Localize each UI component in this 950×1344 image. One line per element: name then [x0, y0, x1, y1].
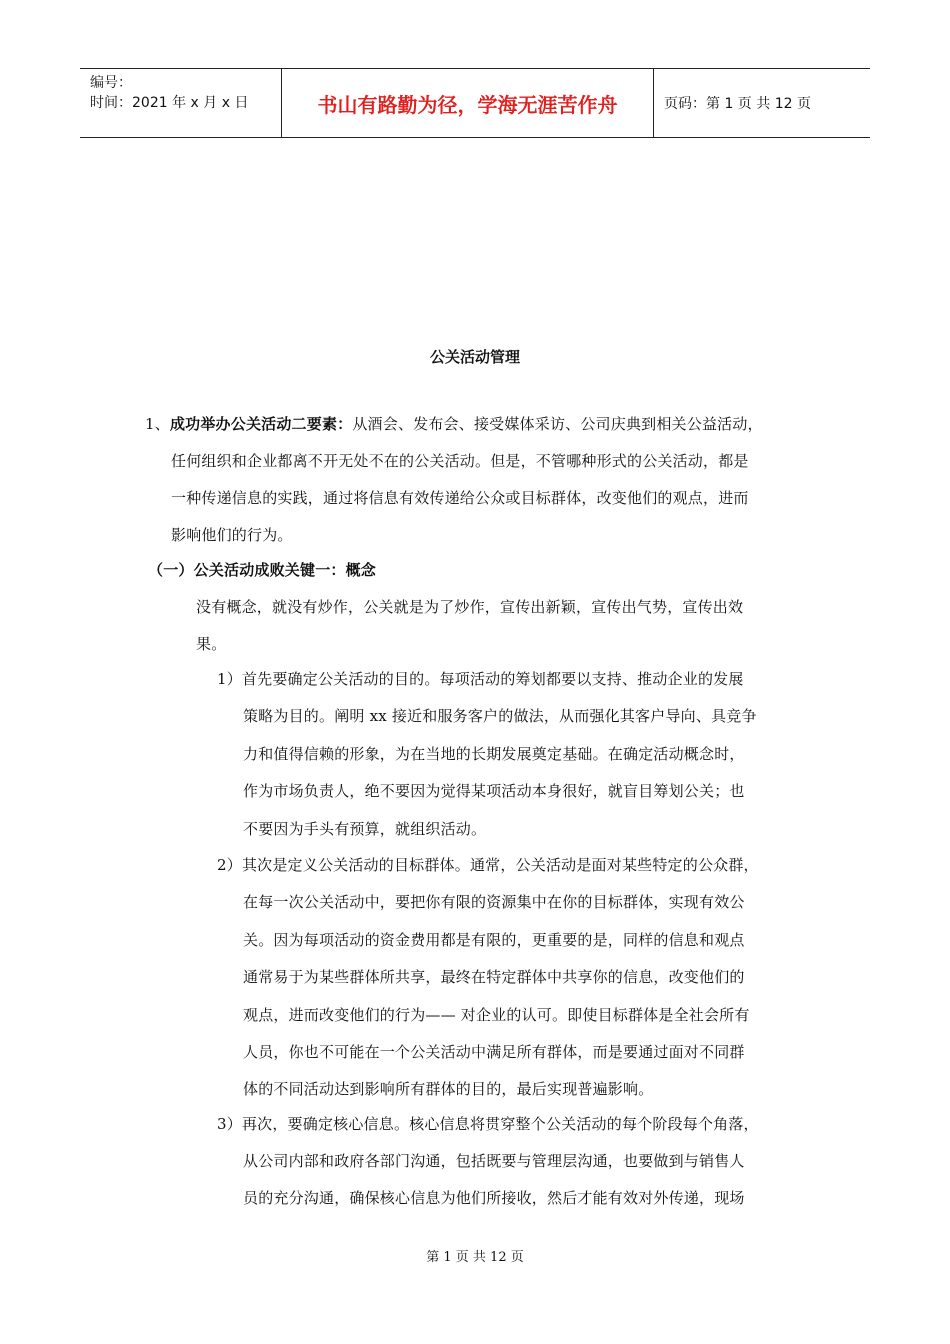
section1-line3: 一种传递信息的实践，通过将信息有效传递给公众或目标群体，改变他们的观点，进而 [171, 489, 749, 507]
header-motto: 书山有路勤为径，学海无涯苦作舟 [281, 69, 654, 137]
point1-line3: 力和值得信赖的形象，为在当地的长期发展奠定基础。在确定活动概念时， [243, 745, 745, 763]
document-header [80, 68, 870, 138]
point2-line1: 2）其次是定义公关活动的目标群体。通常，公关活动是面对某些特定的公众群， [217, 856, 759, 874]
header-meta [80, 69, 281, 137]
date-label: 时间：2021 年 x 月 x 日 [90, 95, 249, 111]
section1-heading: 成功举办公关活动二要素： [169, 415, 353, 433]
point2-line2: 在每一次公关活动中，要把你有限的资源集中在你的目标群体，实现有效公 [243, 893, 745, 911]
point2-line7: 体的不同活动达到影响所有群体的目的，最后实现普遍影响。 [243, 1080, 654, 1098]
point1-line5: 不要因为手头有预算，就组织活动。 [243, 820, 487, 838]
point2-line5: 观点，进而改变他们的行为—— 对企业的认可。即使目标群体是全社会所有 [243, 1006, 750, 1024]
section1-first-line [145, 406, 763, 443]
point1-line2: 策略为目的。阐明 xx 接近和服务客户的做法，从而强化其客户导向、具竞争 [243, 707, 757, 725]
point2-line6: 人员，你也不可能在一个公关活动中满足所有群体，而是要通过面对不同群 [243, 1043, 745, 1061]
document-title: 公关活动管理 [429, 348, 520, 366]
sub1-intro-line2: 果。 [196, 635, 227, 653]
number-label: 编号： [90, 75, 132, 91]
section1-line1: 从酒会、发布会、接受媒体采访、公司庆典到相关公益活动， [352, 415, 763, 433]
point3-line2: 从公司内部和政府各部门沟通，包括既要与管理层沟通，也要做到与销售人 [243, 1152, 745, 1170]
point3-line3: 员的充分沟通，确保核心信息为他们所接收，然后才能有效对外传递，现场 [243, 1189, 745, 1207]
header-page-info: 页码：第 1 页 共 12 页 [664, 96, 811, 112]
point1-line1: 1）首先要确定公关活动的目的。每项活动的筹划都要以支持、推动企业的发展 [217, 670, 744, 688]
point2-line4: 通常易于为某些群体所共享，最终在特定群体中共享你的信息，改变他们的 [243, 968, 745, 986]
sub1-heading: （一）公关活动成败关键一：概念 [148, 561, 377, 579]
section1-line4: 影响他们的行为。 [171, 526, 293, 544]
section1-line2: 任何组织和企业都离不开无处不在的公关活动。但是，不管哪种形式的公关活动，都是 [171, 452, 749, 470]
point2-line3: 关。因为每项活动的资金费用都是有限的，更重要的是，同样的信息和观点 [243, 931, 745, 949]
point1-line4: 作为市场负责人，绝不要因为觉得某项活动本身很好，就盲目筹划公关；也 [243, 782, 745, 800]
point3-line1: 3）再次，要确定核心信息。核心信息将贯穿整个公关活动的每个阶段每个角落， [217, 1115, 759, 1133]
page-footer: 第 1 页 共 12 页 [426, 1250, 524, 1265]
section1-number: 1、 [145, 415, 170, 433]
sub1-intro-line1: 没有概念，就没有炒作，公关就是为了炒作，宣传出新颖，宣传出气势，宣传出效 [196, 598, 744, 616]
